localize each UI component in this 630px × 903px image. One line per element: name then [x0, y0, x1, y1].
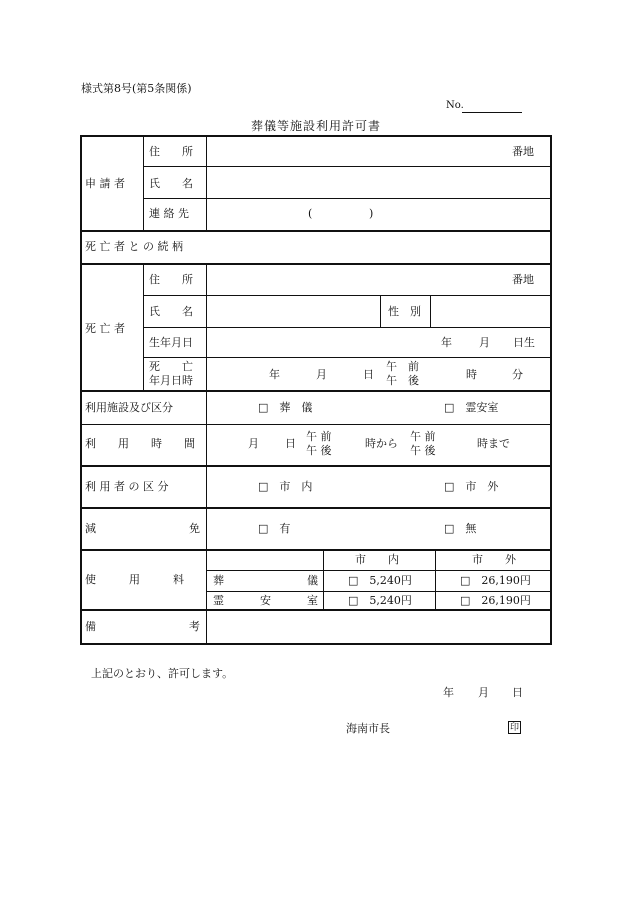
- line-facility-end: [80, 424, 552, 425]
- usage-start-pm: 午 後: [306, 444, 332, 457]
- death-hour-unit: 時: [466, 368, 477, 381]
- line-fee-row: [207, 591, 552, 592]
- fee-row-morgue-in[interactable]: □ 5,240円: [348, 594, 412, 607]
- issuer-name: 海南市長: [346, 722, 390, 735]
- document-number-line: [462, 112, 522, 113]
- footer-day-unit: 日: [512, 686, 523, 699]
- fee-row-morgue-name-mid: 安: [260, 594, 271, 607]
- applicant-address-suffix: 番地: [512, 145, 534, 158]
- vline-applicant-value: [206, 135, 207, 230]
- divider-time-end: [80, 465, 552, 467]
- birth-year-unit: 年: [441, 336, 452, 349]
- fee-row-morgue-name-right: 室: [307, 594, 318, 607]
- document-title: 葬儀等施設利用許可書: [250, 119, 381, 133]
- facility-option-funeral[interactable]: □ 葬 儀: [258, 401, 313, 414]
- document-number-label: No.: [446, 100, 464, 111]
- user-category-out-city[interactable]: □ 市 外: [444, 480, 499, 493]
- death-label-line1: 死 亡: [149, 360, 193, 373]
- usage-from-unit: 時から: [365, 437, 398, 450]
- death-am: 午 前: [386, 360, 419, 373]
- facility-label: 利用施設及び区分: [85, 401, 173, 414]
- birth-date-label: 生年月日: [149, 336, 193, 349]
- line-fee-header: [207, 570, 552, 571]
- divider-relation-end: [80, 263, 552, 265]
- fee-row-morgue-name-left: 霊: [213, 594, 224, 607]
- fee-row-funeral-name-left: 葬: [213, 574, 224, 587]
- relation-label: 死 亡 者 と の 続 柄: [85, 240, 183, 253]
- line-applicant-1: [143, 166, 552, 167]
- usage-end-pm: 午 後: [410, 444, 436, 457]
- line-deceased-3: [143, 357, 552, 358]
- form-number: 様式第8号(第5条関係): [81, 82, 192, 95]
- vline-sex-left: [380, 295, 381, 327]
- deceased-address-suffix: 番地: [512, 273, 534, 286]
- reduction-option-no[interactable]: □ 無: [444, 522, 477, 535]
- fee-row-funeral-in[interactable]: □ 5,240円: [348, 574, 412, 587]
- fee-col-in-city: 市 内: [355, 553, 399, 566]
- sex-label: 性 別: [388, 305, 421, 318]
- deceased-section-label: 死 亡 者: [85, 322, 125, 335]
- user-category-in-city[interactable]: □ 市 内: [258, 480, 313, 493]
- divider-reduction-end: [80, 549, 552, 551]
- usage-start-am: 午 前: [306, 430, 332, 443]
- divider-fee-end: [80, 609, 552, 611]
- divider-deceased-end: [80, 390, 552, 392]
- vline-fee-1: [323, 549, 324, 609]
- vline-applicant-sub: [143, 135, 144, 230]
- usage-until-unit: 時まで: [477, 437, 510, 450]
- line-deceased-2: [143, 327, 552, 328]
- remarks-label-right: 考: [189, 620, 200, 633]
- line-applicant-2: [143, 198, 552, 199]
- death-label-line2: 年月日時: [149, 374, 193, 387]
- vline-sex-right: [430, 295, 431, 327]
- birth-month-unit: 月: [479, 336, 490, 349]
- death-month-unit: 月: [316, 368, 327, 381]
- birth-day-unit: 日生: [513, 336, 535, 349]
- vline-main-value: [206, 263, 207, 645]
- usage-end-am: 午 前: [410, 430, 436, 443]
- fee-label: 使 用 料: [85, 573, 184, 586]
- contact-paren-close: ): [369, 207, 374, 220]
- death-minute-unit: 分: [512, 368, 523, 381]
- reduction-option-yes[interactable]: □ 有: [258, 522, 291, 535]
- remarks-label-left: 備: [85, 620, 96, 633]
- footer-year-unit: 年: [443, 686, 454, 699]
- reduction-label-left: 減: [85, 522, 96, 535]
- usage-time-label: 利 用 時 間: [85, 437, 195, 450]
- applicant-name-label: 氏 名: [149, 177, 193, 190]
- footer-month-unit: 月: [478, 686, 489, 699]
- applicant-section-label: 申 請 者: [85, 177, 125, 190]
- usage-day-unit: 日: [285, 437, 296, 450]
- deceased-address-label: 住 所: [149, 273, 193, 286]
- reduction-label-right: 免: [189, 522, 200, 535]
- usage-month-unit: 月: [248, 437, 259, 450]
- applicant-address-label: 住 所: [149, 145, 193, 158]
- fee-row-morgue-out[interactable]: □ 26,190円: [460, 594, 531, 607]
- death-day-unit: 日: [363, 368, 374, 381]
- death-year-unit: 年: [269, 368, 280, 381]
- applicant-contact-label: 連 絡 先: [149, 207, 189, 220]
- seal-mark: 印: [509, 723, 519, 733]
- divider-category-end: [80, 507, 552, 509]
- death-pm: 午 後: [386, 374, 419, 387]
- vline-fee-2: [435, 549, 436, 609]
- fee-row-funeral-name-right: 儀: [307, 574, 318, 587]
- permit-statement: 上記のとおり、許可します。: [91, 667, 234, 680]
- fee-col-out-city: 市 外: [472, 553, 516, 566]
- vline-deceased-sub: [143, 263, 144, 390]
- fee-row-funeral-out[interactable]: □ 26,190円: [460, 574, 531, 587]
- user-category-label: 利 用 者 の 区 分: [85, 480, 169, 493]
- line-deceased-1: [143, 295, 552, 296]
- contact-paren-open: (: [308, 207, 313, 220]
- divider-applicant-end: [80, 230, 552, 232]
- deceased-name-label: 氏 名: [149, 305, 193, 318]
- facility-option-morgue[interactable]: □ 霊安室: [444, 401, 499, 414]
